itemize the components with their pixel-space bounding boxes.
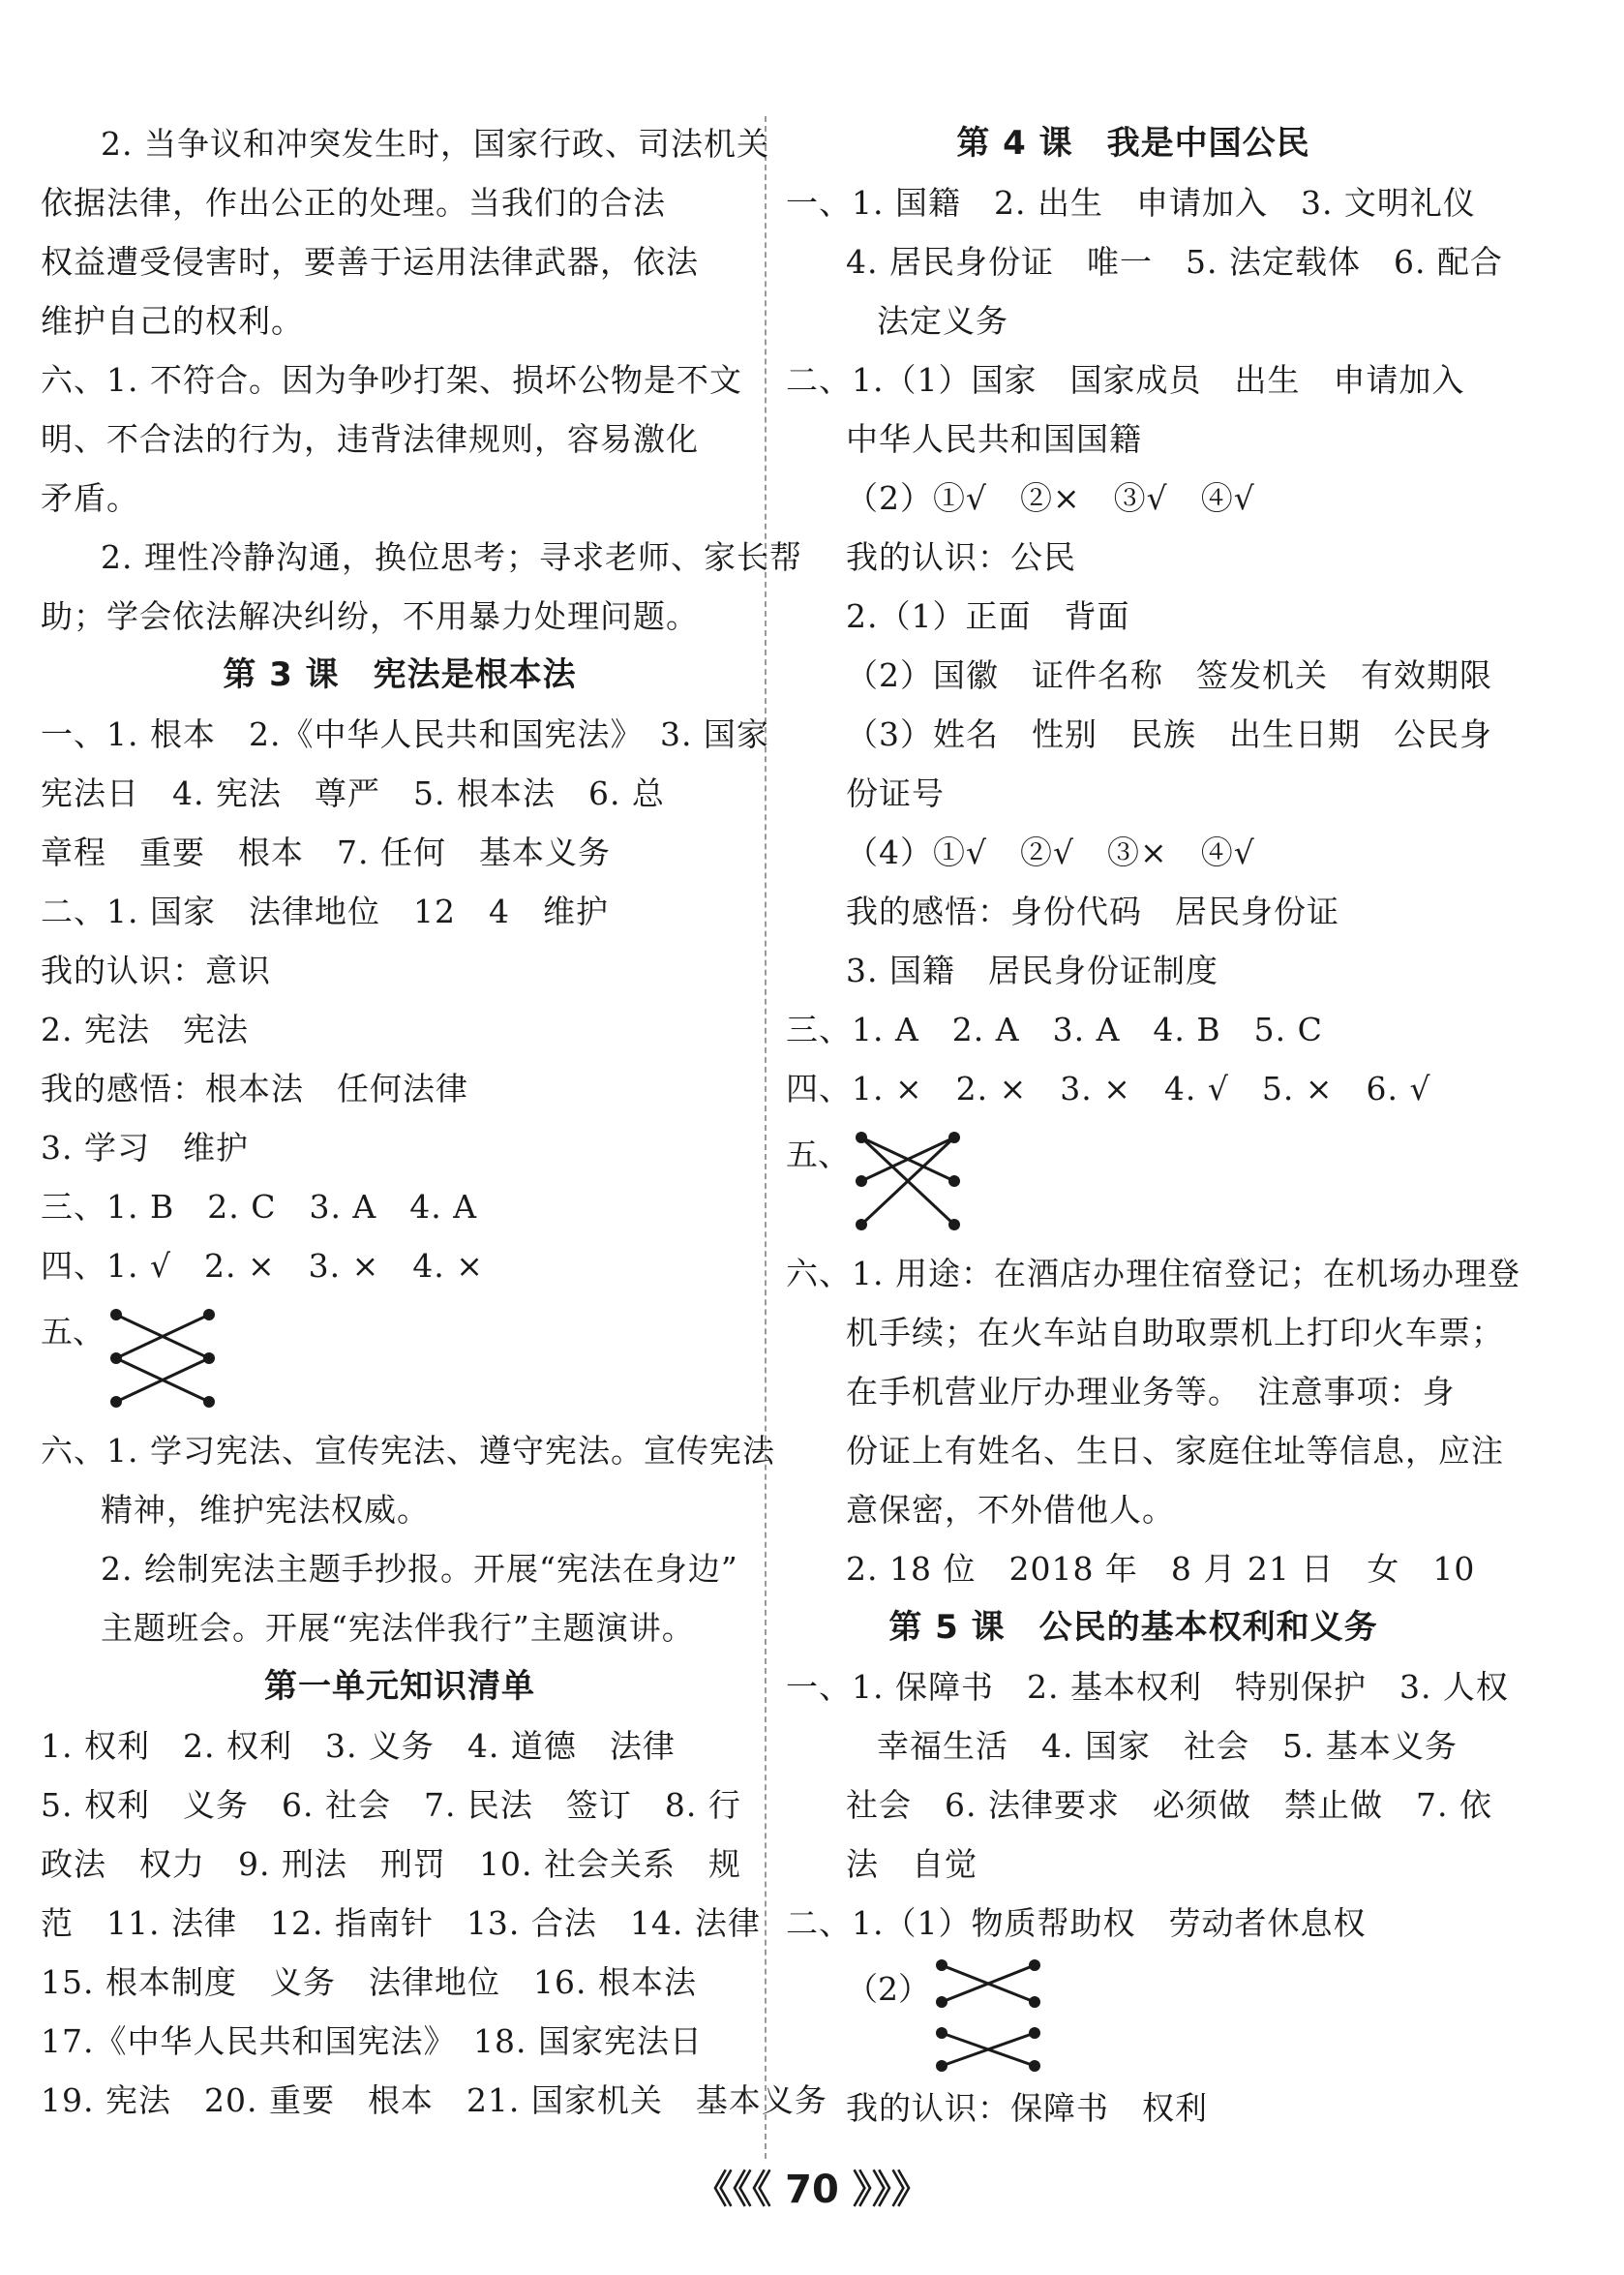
answer-line: 权益遭受侵害时，要善于运用法律武器，依法 bbox=[41, 243, 699, 281]
answer-line: 2. 绘制宪法主题手抄报。开展“宪法在身边” bbox=[101, 1550, 738, 1588]
answer-line: 章程 重要 根本 7. 任何 基本义务 bbox=[41, 834, 611, 871]
answer-line: 2. 宪法 宪法 bbox=[41, 1011, 249, 1048]
answer-line: 我的认识：公民 bbox=[846, 538, 1076, 576]
answer-line: 精神，维护宪法权威。 bbox=[101, 1491, 430, 1529]
answer-line: 维护自己的权利。 bbox=[41, 302, 304, 340]
answer-line: 1. 权利 2. 权利 3. 义务 4. 道德 法律 bbox=[41, 1727, 676, 1765]
matching-answer bbox=[786, 1953, 1481, 2078]
answer-line: 19. 宪法 20. 重要 根本 21. 国家机关 基本义务 bbox=[41, 2081, 827, 2119]
answer-line: 意保密，不外借他人。 bbox=[846, 1491, 1175, 1529]
answer-line: （3）姓名 性别 民族 出生日期 公民身 bbox=[846, 715, 1492, 753]
unit-1-summary-title: 第一单元知识清单 bbox=[264, 1667, 535, 1706]
answer-line: 2. 18 位 2018 年 8 月 21 日 女 10 bbox=[846, 1550, 1476, 1588]
answer-line: 四、1. × 2. × 3. × 4. √ 5. × 6. √ bbox=[786, 1070, 1431, 1107]
matching-label: （2） bbox=[846, 1970, 930, 2008]
answer-line: 六、1. 学习宪法、宣传宪法、遵守宪法。宣传宪法 bbox=[41, 1432, 775, 1470]
answer-line: 主题班会。开展“宪法伴我行”主题演讲。 bbox=[101, 1609, 695, 1647]
answer-line: 法 自觉 bbox=[846, 1845, 977, 1883]
lesson-3-title: 第 3 课 宪法是根本法 bbox=[223, 655, 577, 694]
matching-label: 五、 bbox=[786, 1136, 850, 1173]
answer-line: 六、1. 用途：在酒店办理住宿登记；在机场办理登 bbox=[786, 1255, 1520, 1292]
answer-line: 份证上有姓名、生日、家庭住址等信息，应注 bbox=[846, 1432, 1504, 1470]
answer-line: （2）国徽 证件名称 签发机关 有效期限 bbox=[846, 656, 1492, 694]
answer-line: 矛盾。 bbox=[41, 479, 139, 517]
answer-line: （4）①√ ②√ ③× ④√ bbox=[846, 834, 1255, 871]
answer-line: 我的认识：保障书 权利 bbox=[846, 2089, 1208, 2127]
answer-line: 机手续；在火车站自助取票机上打印火车票； bbox=[846, 1314, 1504, 1351]
matching-lines-diagram bbox=[930, 1956, 1046, 2076]
answer-line: 4. 居民身份证 唯一 5. 法定载体 6. 配合 bbox=[846, 243, 1503, 281]
answer-line: 份证号 bbox=[846, 774, 945, 812]
answer-line: 依据法律，作出公正的处理。当我们的合法 bbox=[41, 184, 666, 222]
lesson-4-title: 第 4 课 我是中国公民 bbox=[956, 124, 1310, 163]
answer-line: 一、1. 国籍 2. 出生 申请加入 3. 文明礼仪 bbox=[786, 184, 1476, 222]
matching-lines-diagram bbox=[105, 1305, 221, 1411]
answer-line: 5. 权利 义务 6. 社会 7. 民法 签订 8. 行 bbox=[41, 1786, 741, 1824]
lesson-5-title: 第 5 课 公民的基本权利和义务 bbox=[888, 1608, 1378, 1647]
matching-answer bbox=[786, 1118, 1481, 1244]
answer-line: 一、1. 保障书 2. 基本权利 特别保护 3. 人权 bbox=[786, 1668, 1509, 1706]
answer-line: 社会 6. 法律要求 必须做 禁止做 7. 依 bbox=[846, 1786, 1492, 1824]
answer-line: 二、1. 国家 法律地位 12 4 维护 bbox=[41, 893, 609, 930]
answer-line: 中华人民共和国国籍 bbox=[846, 420, 1142, 458]
answer-line: 三、1. A 2. A 3. A 4. B 5. C bbox=[786, 1011, 1323, 1048]
answer-line: 我的感悟：根本法 任何法律 bbox=[41, 1070, 468, 1107]
answer-line: 2. 当争议和冲突发生时，国家行政、司法机关 bbox=[101, 125, 769, 163]
answer-line: 政法 权力 9. 刑法 刑罚 10. 社会关系 规 bbox=[41, 1845, 741, 1883]
answer-line: 幸福生活 4. 国家 社会 5. 基本义务 bbox=[877, 1727, 1458, 1765]
answer-line: 3. 学习 维护 bbox=[41, 1129, 249, 1167]
answer-line: 助；学会依法解决纠纷，不用暴力处理问题。 bbox=[41, 597, 699, 635]
answer-line: 2. 理性冷静沟通，换位思考；寻求老师、家长帮 bbox=[101, 538, 802, 576]
matching-label: 五、 bbox=[41, 1313, 105, 1350]
answer-line: 法定义务 bbox=[877, 302, 1008, 340]
answer-line: 15. 根本制度 义务 法律地位 16. 根本法 bbox=[41, 1963, 697, 2001]
answer-line: 四、1. √ 2. × 3. × 4. × bbox=[41, 1247, 484, 1285]
matching-answer bbox=[41, 1295, 759, 1421]
answer-line: 我的感悟：身份代码 居民身份证 bbox=[846, 893, 1339, 930]
answer-line: （2）①√ ②× ③√ ④√ bbox=[846, 479, 1255, 517]
answer-line: 范 11. 法律 12. 指南针 13. 合法 14. 法律 bbox=[41, 1904, 761, 1942]
page-number: 《《《 70 》》》 bbox=[694, 2168, 930, 2212]
answer-line: 一、1. 根本 2.《中华人民共和国宪法》 3. 国家 bbox=[41, 715, 769, 753]
answer-line: 二、1.（1）物质帮助权 劳动者休息权 bbox=[786, 1904, 1367, 1942]
column-divider bbox=[765, 116, 767, 2159]
answer-line: 三、1. B 2. C 3. A 4. A bbox=[41, 1188, 478, 1226]
answer-line: 二、1.（1）国家 国家成员 出生 申请加入 bbox=[786, 361, 1465, 399]
answer-line: 3. 国籍 居民身份证制度 bbox=[846, 952, 1218, 989]
answer-line: 明、不合法的行为，违背法律规则，容易激化 bbox=[41, 420, 699, 458]
matching-lines-diagram bbox=[850, 1128, 966, 1234]
left-column bbox=[41, 114, 827, 2130]
answer-line: 2.（1）正面 背面 bbox=[846, 597, 1130, 635]
answer-line: 我的认识：意识 bbox=[41, 952, 271, 989]
right-column bbox=[786, 114, 1520, 2138]
answer-line: 宪法日 4. 宪法 尊严 5. 根本法 6. 总 bbox=[41, 774, 665, 812]
answer-line: 六、1. 不符合。因为争吵打架、损坏公物是不文 bbox=[41, 361, 742, 399]
answer-line: 在手机营业厅办理业务等。 注意事项：身 bbox=[846, 1373, 1456, 1410]
answer-line: 17.《中华人民共和国宪法》 18. 国家宪法日 bbox=[41, 2022, 703, 2060]
